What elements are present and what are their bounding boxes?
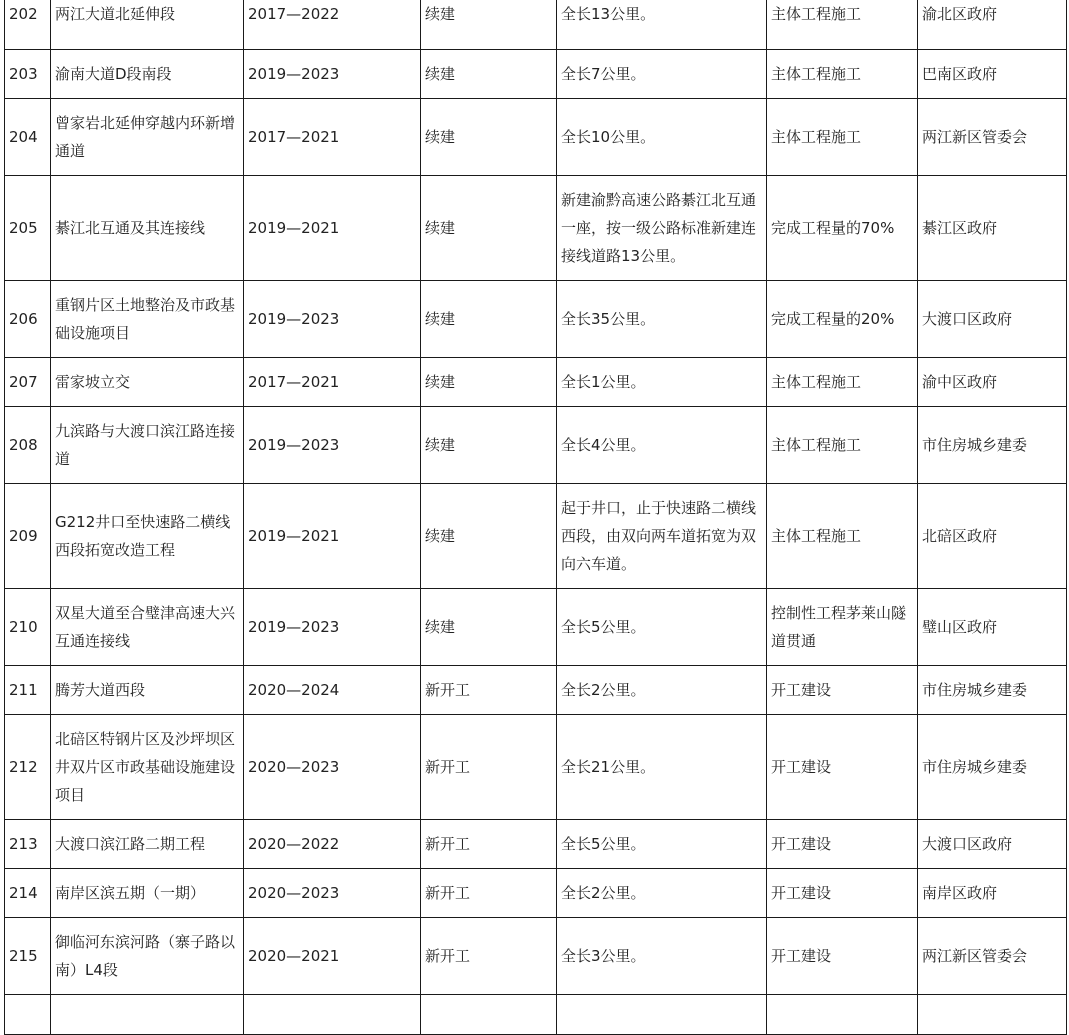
construction-type-cell: 续建 bbox=[421, 407, 557, 484]
table-row bbox=[5, 666, 1067, 715]
project-name-cell: 御临河东滨河路（寨子路以南）L4段 bbox=[51, 918, 244, 995]
construction-type-cell: 续建 bbox=[421, 484, 557, 589]
project-name-cell: 重钢片区土地整治及市政基础设施项目 bbox=[51, 281, 244, 358]
project-name-cell: 渝南大道D段南段 bbox=[51, 50, 244, 99]
construction-content-cell: 全长4公里。 bbox=[557, 407, 767, 484]
construction-period-cell: 2019—2023 bbox=[244, 281, 421, 358]
responsible-unit-cell: 大渡口区政府 bbox=[918, 820, 1067, 869]
construction-type-cell: 续建 bbox=[421, 176, 557, 281]
table-row bbox=[5, 281, 1067, 358]
construction-period-cell: 2019—2023 bbox=[244, 50, 421, 99]
construction-period-cell: 2020—2023 bbox=[244, 869, 421, 918]
construction-content-cell: 全长21公里。 bbox=[557, 715, 767, 820]
table-row bbox=[5, 99, 1067, 176]
annual-goal-cell: 主体工程施工 bbox=[767, 407, 918, 484]
responsible-unit-cell: 北碚区政府 bbox=[918, 484, 1067, 589]
annual-goal-cell: 主体工程施工 bbox=[767, 99, 918, 176]
project-name-cell: 北碚区特钢片区及沙坪坝区井双片区市政基础设施建设项目 bbox=[51, 715, 244, 820]
table-row bbox=[5, 50, 1067, 99]
project-name-cell: 双星大道至合璧津高速大兴互通连接线 bbox=[51, 589, 244, 666]
row-number-cell: 215 bbox=[5, 918, 51, 995]
construction-period-cell: 2020—2022 bbox=[244, 820, 421, 869]
table-row bbox=[5, 484, 1067, 589]
construction-type-cell: 续建 bbox=[421, 589, 557, 666]
project-name-cell: 腾芳大道西段 bbox=[51, 666, 244, 715]
annual-goal-cell: 开工建设 bbox=[767, 715, 918, 820]
responsible-unit-cell: 市住房城乡建委 bbox=[918, 715, 1067, 820]
construction-type-cell: 新开工 bbox=[421, 715, 557, 820]
table-row bbox=[5, 176, 1067, 281]
responsible-unit-cell: 璧山区政府 bbox=[918, 589, 1067, 666]
project-name-cell: 南岸区滨五期（一期） bbox=[51, 869, 244, 918]
table-row bbox=[5, 0, 1067, 50]
construction-type-cell: 新开工 bbox=[421, 666, 557, 715]
construction-content-cell: 新建渝黔高速公路綦江北互通一座，按一级公路标准新建连接线道路13公里。 bbox=[557, 176, 767, 281]
responsible-unit-cell: 大渡口区政府 bbox=[918, 281, 1067, 358]
project-name-cell: 两江大道北延伸段 bbox=[51, 0, 244, 50]
annual-goal-cell: 主体工程施工 bbox=[767, 358, 918, 407]
project-name-cell: G212井口至快速路二横线西段拓宽改造工程 bbox=[51, 484, 244, 589]
construction-type-cell bbox=[421, 995, 557, 1035]
project-name-cell bbox=[51, 995, 244, 1035]
responsible-unit-cell: 两江新区管委会 bbox=[918, 918, 1067, 995]
row-number-cell: 202 bbox=[5, 0, 51, 50]
table-row bbox=[5, 995, 1067, 1035]
construction-period-cell: 2019—2023 bbox=[244, 589, 421, 666]
annual-goal-cell: 完成工程量的20% bbox=[767, 281, 918, 358]
construction-content-cell: 全长7公里。 bbox=[557, 50, 767, 99]
annual-goal-cell: 开工建设 bbox=[767, 666, 918, 715]
table-row bbox=[5, 407, 1067, 484]
construction-type-cell: 新开工 bbox=[421, 918, 557, 995]
construction-content-cell: 全长10公里。 bbox=[557, 99, 767, 176]
row-number-cell: 214 bbox=[5, 869, 51, 918]
row-number-cell bbox=[5, 995, 51, 1035]
construction-content-cell: 全长35公里。 bbox=[557, 281, 767, 358]
construction-period-cell bbox=[244, 995, 421, 1035]
construction-type-cell: 续建 bbox=[421, 99, 557, 176]
project-name-cell: 綦江北互通及其连接线 bbox=[51, 176, 244, 281]
responsible-unit-cell: 南岸区政府 bbox=[918, 869, 1067, 918]
responsible-unit-cell: 两江新区管委会 bbox=[918, 99, 1067, 176]
responsible-unit-cell: 渝北区政府 bbox=[918, 0, 1067, 50]
construction-content-cell: 全长13公里。 bbox=[557, 0, 767, 50]
annual-goal-cell: 完成工程量的70% bbox=[767, 176, 918, 281]
table-row bbox=[5, 869, 1067, 918]
row-number-cell: 211 bbox=[5, 666, 51, 715]
construction-period-cell: 2017—2022 bbox=[244, 0, 421, 50]
project-name-cell: 大渡口滨江路二期工程 bbox=[51, 820, 244, 869]
construction-content-cell bbox=[557, 995, 767, 1035]
construction-type-cell: 新开工 bbox=[421, 820, 557, 869]
construction-content-cell: 全长3公里。 bbox=[557, 918, 767, 995]
construction-content-cell: 起于井口，止于快速路二横线西段，由双向两车道拓宽为双向六车道。 bbox=[557, 484, 767, 589]
row-number-cell: 203 bbox=[5, 50, 51, 99]
row-number-cell: 212 bbox=[5, 715, 51, 820]
construction-period-cell: 2019—2021 bbox=[244, 484, 421, 589]
construction-type-cell: 续建 bbox=[421, 0, 557, 50]
row-number-cell: 204 bbox=[5, 99, 51, 176]
project-table bbox=[4, 0, 1067, 1035]
construction-type-cell: 续建 bbox=[421, 50, 557, 99]
table-row bbox=[5, 715, 1067, 820]
project-name-cell: 九滨路与大渡口滨江路连接道 bbox=[51, 407, 244, 484]
construction-period-cell: 2019—2023 bbox=[244, 407, 421, 484]
responsible-unit-cell: 市住房城乡建委 bbox=[918, 666, 1067, 715]
project-name-cell: 曾家岩北延伸穿越内环新增通道 bbox=[51, 99, 244, 176]
construction-content-cell: 全长2公里。 bbox=[557, 869, 767, 918]
construction-type-cell: 续建 bbox=[421, 358, 557, 407]
construction-period-cell: 2017—2021 bbox=[244, 99, 421, 176]
row-number-cell: 213 bbox=[5, 820, 51, 869]
table-row bbox=[5, 820, 1067, 869]
row-number-cell: 210 bbox=[5, 589, 51, 666]
construction-period-cell: 2019—2021 bbox=[244, 176, 421, 281]
construction-period-cell: 2017—2021 bbox=[244, 358, 421, 407]
responsible-unit-cell: 市住房城乡建委 bbox=[918, 407, 1067, 484]
row-number-cell: 209 bbox=[5, 484, 51, 589]
responsible-unit-cell: 渝中区政府 bbox=[918, 358, 1067, 407]
project-table-body bbox=[5, 0, 1067, 1035]
project-name-cell: 雷家坡立交 bbox=[51, 358, 244, 407]
table-row bbox=[5, 358, 1067, 407]
table-row bbox=[5, 589, 1067, 666]
annual-goal-cell bbox=[767, 995, 918, 1035]
row-number-cell: 207 bbox=[5, 358, 51, 407]
table-row bbox=[5, 918, 1067, 995]
responsible-unit-cell bbox=[918, 995, 1067, 1035]
responsible-unit-cell: 巴南区政府 bbox=[918, 50, 1067, 99]
annual-goal-cell: 控制性工程茅莱山隧道贯通 bbox=[767, 589, 918, 666]
construction-period-cell: 2020—2021 bbox=[244, 918, 421, 995]
annual-goal-cell: 主体工程施工 bbox=[767, 50, 918, 99]
annual-goal-cell: 主体工程施工 bbox=[767, 0, 918, 50]
row-number-cell: 208 bbox=[5, 407, 51, 484]
construction-content-cell: 全长2公里。 bbox=[557, 666, 767, 715]
responsible-unit-cell: 綦江区政府 bbox=[918, 176, 1067, 281]
construction-content-cell: 全长5公里。 bbox=[557, 820, 767, 869]
construction-type-cell: 新开工 bbox=[421, 869, 557, 918]
construction-period-cell: 2020—2023 bbox=[244, 715, 421, 820]
construction-content-cell: 全长5公里。 bbox=[557, 589, 767, 666]
construction-content-cell: 全长1公里。 bbox=[557, 358, 767, 407]
annual-goal-cell: 开工建设 bbox=[767, 869, 918, 918]
construction-type-cell: 续建 bbox=[421, 281, 557, 358]
annual-goal-cell: 开工建设 bbox=[767, 820, 918, 869]
row-number-cell: 205 bbox=[5, 176, 51, 281]
annual-goal-cell: 主体工程施工 bbox=[767, 484, 918, 589]
construction-period-cell: 2020—2024 bbox=[244, 666, 421, 715]
row-number-cell: 206 bbox=[5, 281, 51, 358]
annual-goal-cell: 开工建设 bbox=[767, 918, 918, 995]
